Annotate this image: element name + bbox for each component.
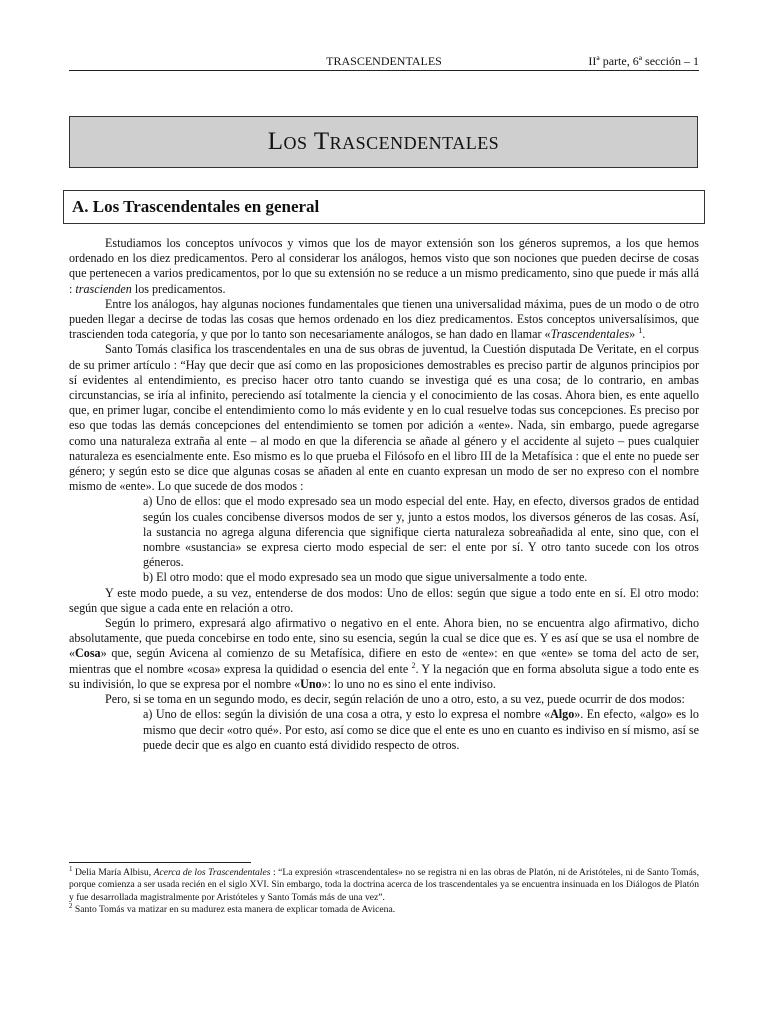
text-run: a) Uno de ellos: que el modo expresado sea un modo especial del ente. Hay, en efecto, diversos grados de entidad según los cuales concibense diversos modos de ser y, junto a estos modos, los diversos géneros de las cosas. Así, la sustancia no agrega alguna diferencia que signifique cierta naturaleza sobreañadida al ente, sino que, con el nombre «sustancia» se expresa cierto modo especial de ser: el ente por sí. Y otro tanto sucede con los otros géneros. [143, 494, 699, 570]
text-run: Delia María Albisu, [72, 867, 154, 878]
footnote-divider [69, 862, 251, 863]
section-heading: A. Los Trascendentales en general [72, 197, 320, 216]
footnote-reference: 2 [69, 901, 73, 910]
chapter-title: Los Trascendentales [267, 128, 500, 155]
text-run: Santo Tomás clasifica los trascendentales en una de sus obras de juventud, la Cuestión disputada De Veritate, en el corpus de su primer artículo : “Hay que decir que así como en las proposiciones demostrables es preciso partir de algunos principios por sí evidentes al entendimiento, es preciso hacer otro tanto cuando se investiga qué es una cosa; de lo contrario, en ambas circunstancias, se iría al infinito, pereciendo así totalmente la ciencia y el conocimiento de las cosas. Ahora bien, es ente aquello que, en primer lugar, concibe el entendimiento como lo más evidente y en lo cual resuelve todas sus concepciones. Es preciso por eso que todas las demás concepciones del entendimiento se tomen por adición a «ente». Nada, sin embargo, puede agregarse como una naturaleza extraña al ente – al modo en que la diferencia se añade al género y el accidente al sujeto – pues cualquier naturaleza es esencialmente ente. Eso mismo es lo que prueba el Filósofo en el libro III de la Metafísica : que el ente no puede ser género; y según esto se dice que algunas cosas se añaden al ente en cuanto expresan un modo de ser no expreso con el nombre mismo de «ente». Lo que sucede de dos modos : [69, 342, 699, 494]
text-run: Estudiamos los conceptos unívocos y vimos que los de mayor extensión son los géneros supremos, a los que hemos ordenado en los diez predicamentos. Pero al considerar los análogos, hemos visto que son nociones que pueden decirse de cosas que pertenecen a varios predicamentos, por lo que su extensión no se reduce a un mismo predicamento, sino que puede ir más allá : [69, 236, 699, 296]
list-paragraph [69, 570, 699, 585]
footnote-reference: 2 [411, 660, 416, 670]
text-run: Algo [550, 707, 575, 722]
text-run: b) El otro modo: que el modo expresado sea un modo que sigue universalmente a todo ente. [143, 570, 588, 585]
text-run: Trascendentales [550, 327, 630, 342]
text-run: Cosa [75, 646, 101, 661]
paragraph [69, 342, 699, 494]
text-run: Uno [300, 676, 322, 691]
text-run: . Y la negación que en forma absoluta sigue a todo ente es su indivisión, lo que se expresa por el nombre « [69, 661, 700, 691]
text-run: los predicamentos. [131, 281, 226, 296]
body-text [69, 236, 699, 753]
text-run: trascienden [75, 281, 132, 296]
chapter-title-box [69, 116, 698, 168]
text-run: » que, según Avicena al comienzo de su Metafísica, difiere en esto de «ente»: en que «ente» se toma del acto de ser, mientras que el nombre «cosa» expresa la quididad o esencia del ente [69, 646, 699, 676]
paragraph [69, 586, 699, 616]
text-run: . [642, 327, 646, 342]
text-run: »: lo uno no es sino el ente indiviso. [321, 676, 496, 691]
running-header-section: IIª parte, 6ª sección – 1 [588, 54, 699, 68]
running-header-title: TRASCENDENTALES [326, 54, 442, 68]
text-run: ». En efecto, «algo» es lo mismo que decir «otro qué». Por esto, así como se dice que el ente es uno en cuanto es indiviso en sí mismo, así se puede decir que es algo en cuanto está dividido respecto de otros. [143, 707, 699, 752]
footnote-reference: 1 [638, 326, 643, 336]
text-run: a) Uno de ellos: según la división de una cosa a otra, y esto lo expresa el nombre « [143, 707, 551, 722]
text-run: Acerca de los Trascendentales [153, 867, 271, 878]
footnote [69, 864, 699, 904]
text-run: : “La expresión «trascendentales» no se registra ni en las obras de Platón, ni de Aristóteles, ni de Santo Tomás, porque comienza a ser usada recién en el siglo XVI. Sin embargo, toda la doctrina acerca de los trascendentales ya se encuentra insinuada en los Diálogos de Platón y fue desarrollada magistralmente por Aristóteles y Santo Tomás más de una vez”. [69, 867, 699, 903]
text-run: Santo Tomás va matizar en su madurez esta manera de explicar tomada de Avicena. [72, 903, 396, 915]
paragraph [69, 236, 699, 297]
paragraph [69, 692, 699, 707]
section-heading-box [63, 190, 705, 224]
list-paragraph [69, 494, 699, 570]
footnote-reference: 1 [69, 864, 73, 873]
footnote [69, 901, 699, 916]
paragraph [69, 297, 699, 343]
text-run: Y este modo puede, a su vez, entenderse de dos modos: Uno de ellos: según que sigue a todo ente en sí. El otro modo: según que sigue a cada ente en relación a otro. [69, 585, 699, 615]
paragraph [69, 616, 699, 692]
text-run: Pero, si se toma en un segundo modo, es decir, según relación de uno a otro, esto, a su vez, puede ocurrir de dos modos: [105, 692, 685, 707]
running-header [69, 54, 699, 71]
footnotes [69, 864, 699, 916]
text-run: Según lo primero, expresará algo afirmativo o negativo en el ente. Ahora bien, no se encuentra algo afirmativo, dicho absolutamente, que pueda concebirse en todo ente, sino su esencia, según la cual se dice que es. Y es así que se usa el nombre de « [69, 616, 699, 661]
list-paragraph [69, 707, 699, 753]
text-run: » [629, 327, 639, 342]
text-run: Entre los análogos, hay algunas nociones fundamentales que tienen una universalidad máxima, pues de un modo o de otro pueden llegar a decirse de todas las cosas que hemos ordenado en los diez predicamentos. Estos conceptos universalísimos, que trascienden toda categoría, y que por lo tanto son necesariamente análogos, se han dado en llamar « [69, 296, 699, 342]
